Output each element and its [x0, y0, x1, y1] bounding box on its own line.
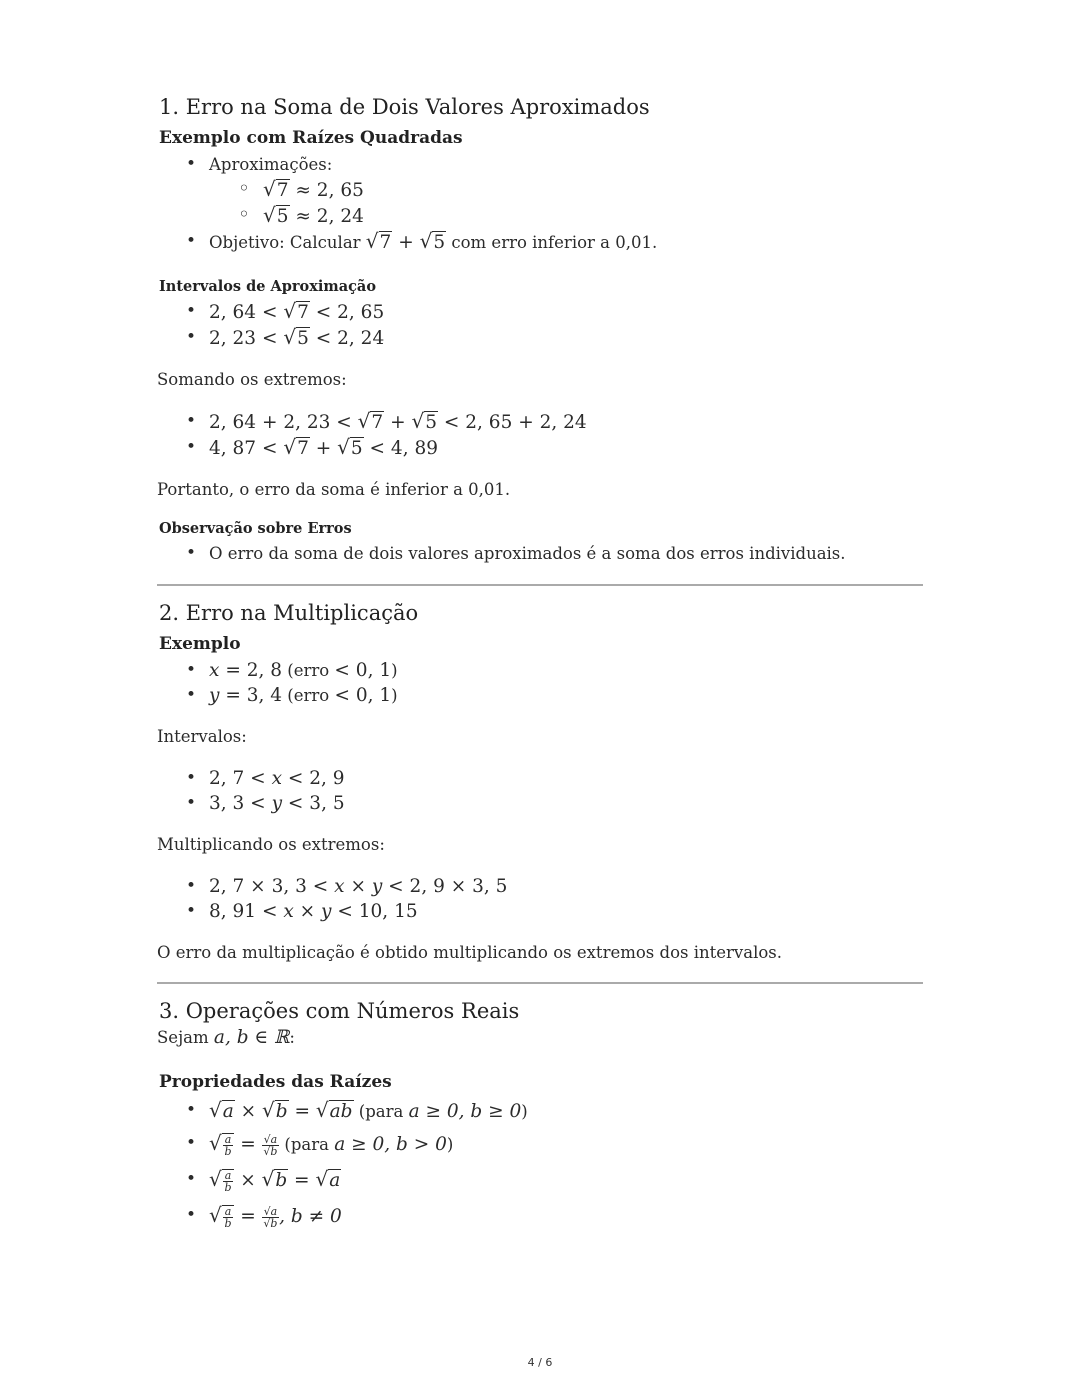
properties-heading: Propriedades das Raízes [159, 1072, 392, 1092]
list-item: • 2, 64 < √7 < 2, 65 [209, 299, 923, 325]
list-item: • Objetivo: Calcular √7 + √5 com erro inferior a 0,01. [209, 229, 923, 255]
list-item: • x = 2, 8 (erro < 0, 1) [209, 658, 923, 683]
mult-conclusion: O erro da multiplicação é obtido multiplicando os extremos dos intervalos. [157, 943, 782, 962]
mult-text: Multiplicando os extremos: [157, 835, 385, 854]
intervals-heading: Intervalos de Aproximação [159, 278, 376, 295]
section-divider [157, 982, 923, 984]
list-item: • √ $\frac{a}{b}$ = $\frac{√a}{√b}$ (para a ≥ 0, b > 0) [209, 1126, 923, 1162]
list-item: • 2, 23 < √5 < 2, 24 [209, 325, 923, 351]
list-item: ◦ √7 ≈ 2, 65 [263, 177, 923, 203]
document-page [157, 92, 923, 1234]
intervals-list [157, 299, 923, 351]
mults-list [157, 874, 923, 924]
section-2-subtitle: Exemplo [159, 634, 241, 654]
list-item: • y = 3, 4 (erro < 0, 1) [209, 683, 923, 708]
list-item: • 2, 7 × 3, 3 < x × y < 2, 9 × 3, 5 [209, 874, 923, 899]
section-1-subtitle: Exemplo com Raízes Quadradas [159, 128, 463, 148]
approximation-list [157, 152, 923, 255]
mult-intervals-list [157, 766, 923, 816]
list-item: • 4, 87 < √7 + √5 < 4, 89 [209, 435, 923, 461]
section-1-title: 1. Erro na Soma de Dois Valores Aproximados [159, 95, 650, 119]
list-item: • 3, 3 < y < 3, 5 [209, 791, 923, 816]
list-item: • 8, 91 < x × y < 10, 15 [209, 899, 923, 924]
section-divider [157, 584, 923, 586]
approximation-sublist [209, 177, 923, 229]
list-item: • √ $\frac{a}{b}$ = $\frac{√a}{√b}$ , b ≠ 0 [209, 1198, 923, 1234]
sum-conclusion: Portanto, o erro da soma é inferior a 0,01. [157, 480, 511, 499]
list-item: • O erro da soma de dois valores aproximados é a soma dos erros individuais. [209, 541, 923, 566]
section-3-title: 3. Operações com Números Reais [159, 999, 520, 1023]
list-item: • 2, 7 < x < 2, 9 [209, 766, 923, 791]
sums-list [157, 409, 923, 461]
section-3-intro: Sejam a, b ∈ ℝ: [157, 1027, 295, 1048]
page-indicator: 4 / 6 [527, 1356, 553, 1369]
section-2-title: 2. Erro na Multiplicação [159, 601, 419, 625]
properties-list [157, 1096, 923, 1234]
list-item: • √ $\frac{a}{b}$ × √b = √a [209, 1162, 923, 1198]
observation-list [157, 541, 923, 566]
list-item: • 2, 64 + 2, 23 < √7 + √5 < 2, 65 + 2, 24 [209, 409, 923, 435]
intervals-text: Intervalos: [157, 727, 247, 746]
example-list [157, 658, 923, 708]
list-item: ◦ √5 ≈ 2, 24 [263, 203, 923, 229]
list-item: • √a × √b = √ab (para a ≥ 0, b ≥ 0) [209, 1096, 923, 1126]
observation-heading: Observação sobre Erros [159, 520, 352, 537]
list-item: • Aproximações: ◦ √7 ≈ 2, 65 ◦ √5 ≈ 2, 24 [209, 152, 923, 229]
sum-text: Somando os extremos: [157, 370, 347, 389]
